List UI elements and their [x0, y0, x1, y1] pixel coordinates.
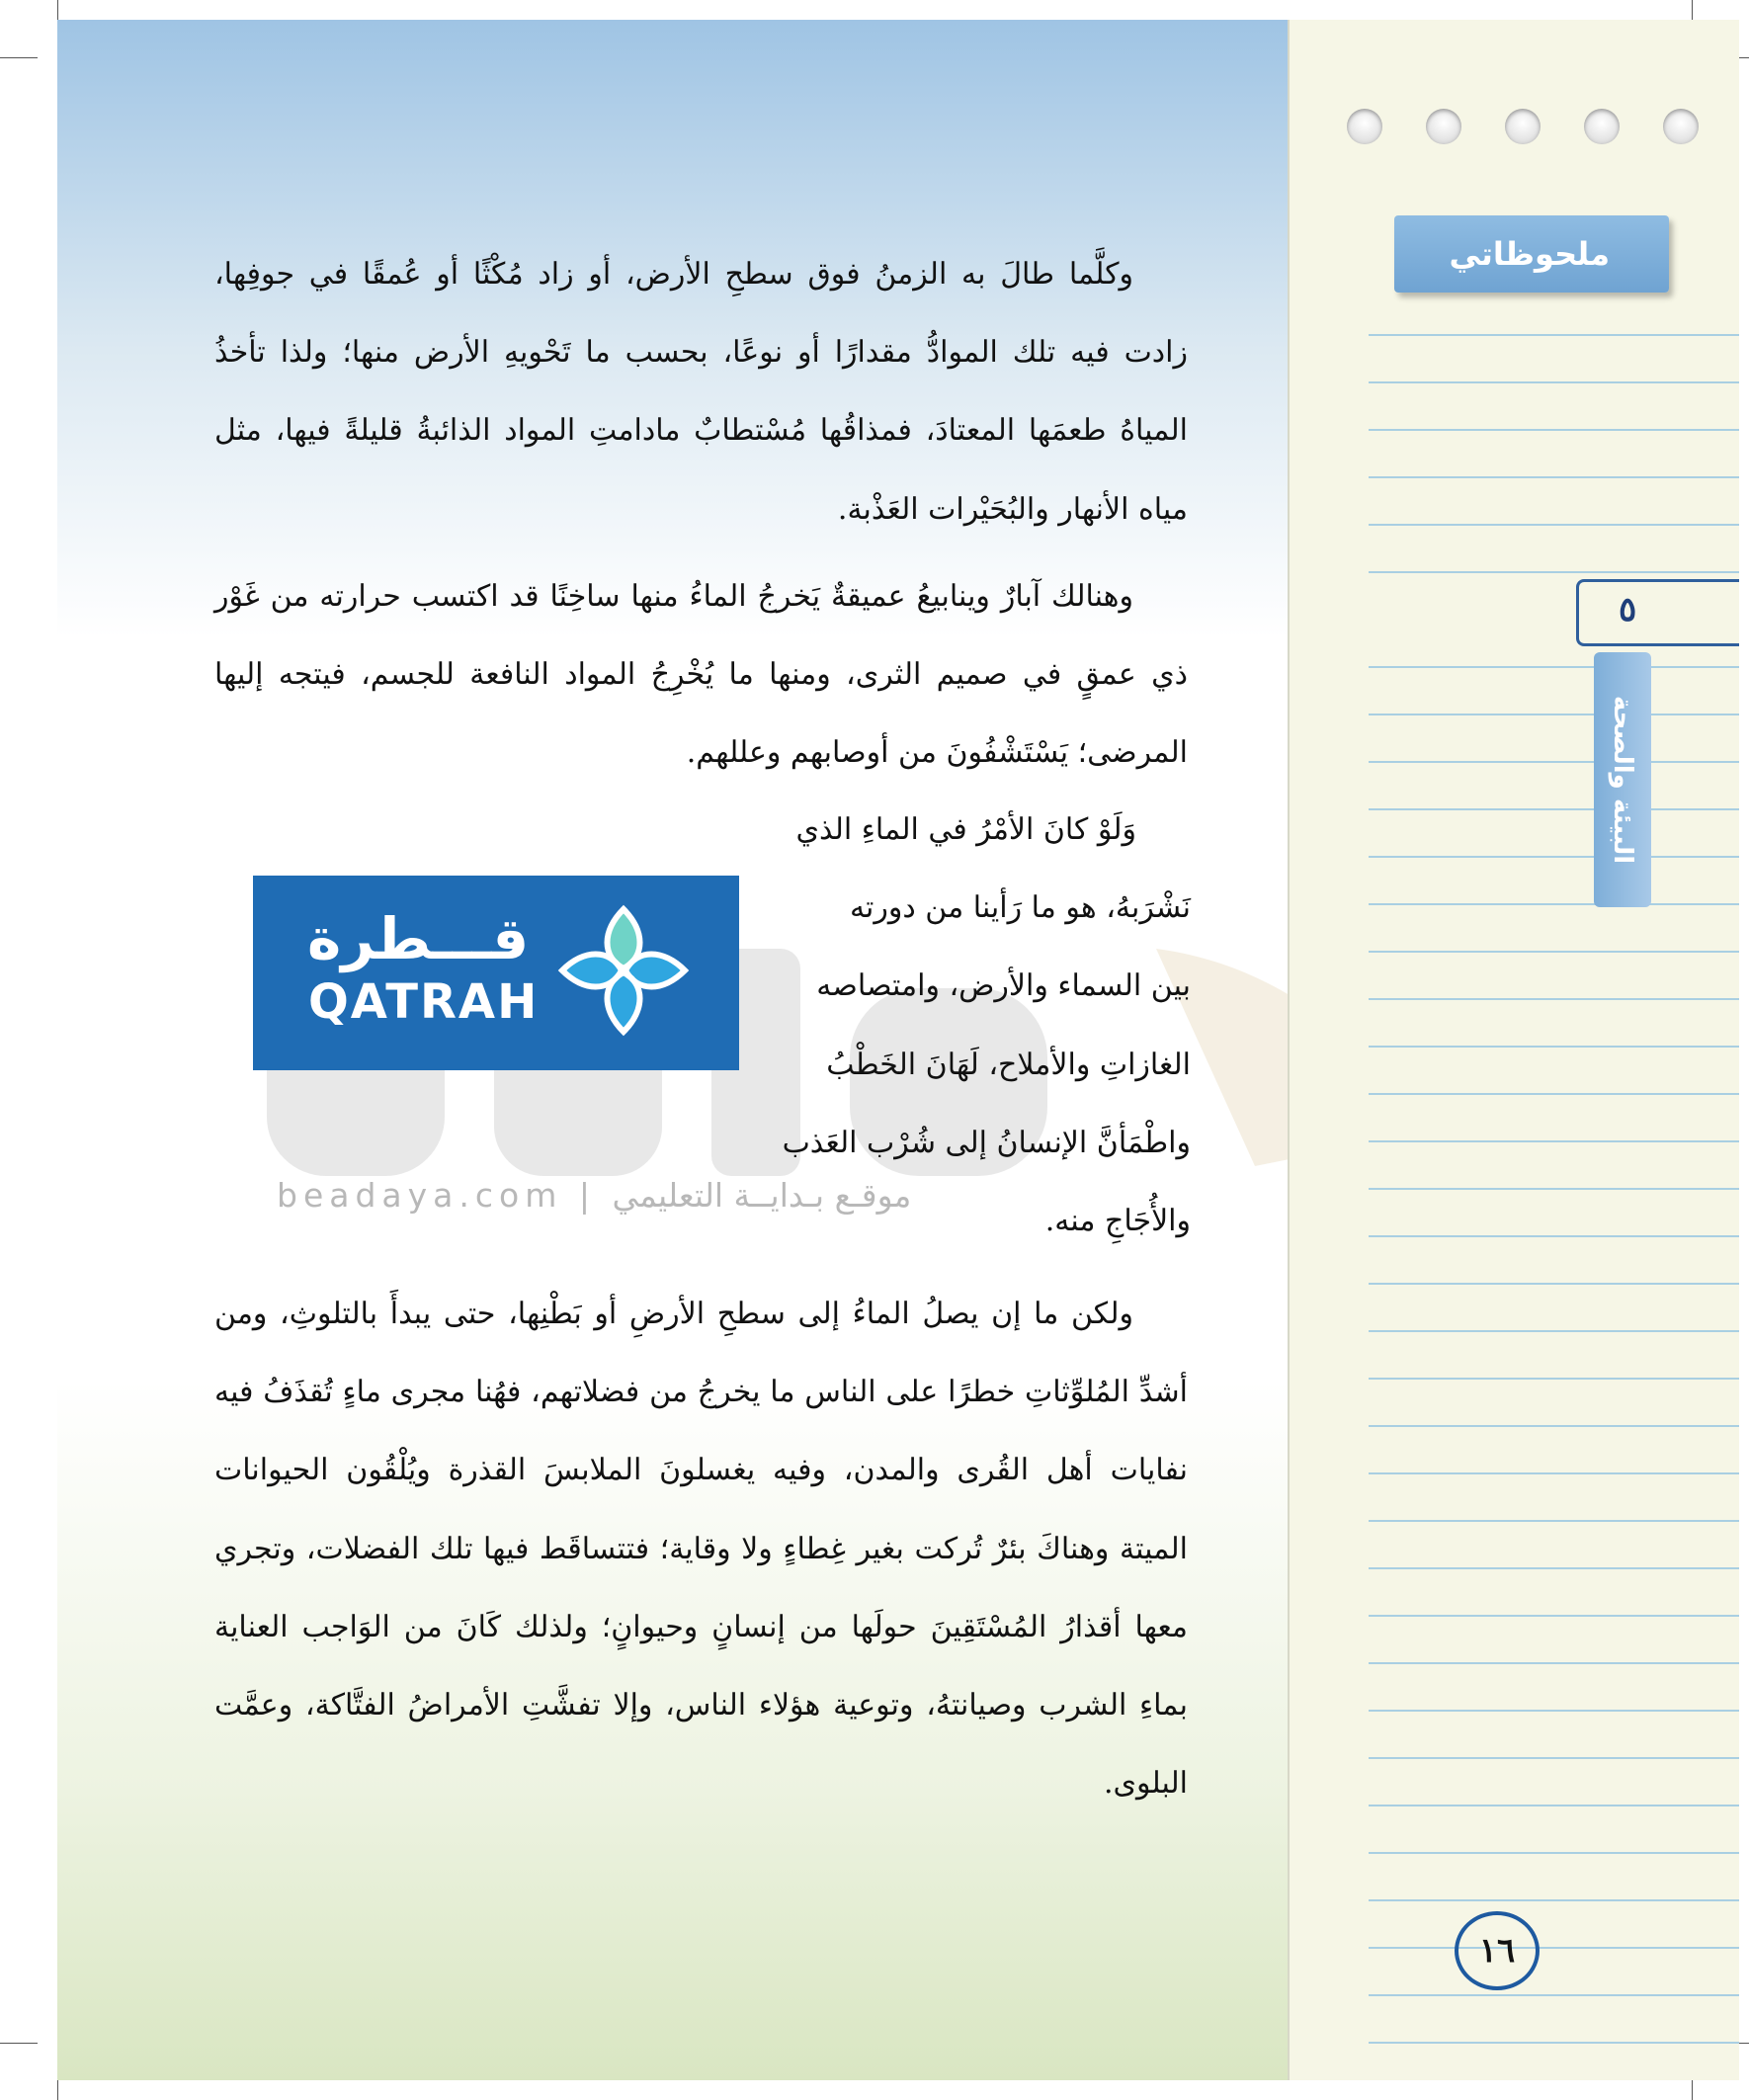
ruled-line	[1369, 808, 1739, 810]
watermark-text: beadaya.com | موقـع بـدايــة التعليمي	[277, 1176, 912, 1215]
notes-label-tab	[1394, 215, 1669, 293]
crop-mark	[0, 2043, 38, 2044]
ruled-line	[1369, 1615, 1739, 1617]
unit-number-box	[1576, 579, 1739, 646]
ruled-line	[1369, 1567, 1739, 1569]
ruled-line	[1369, 1188, 1739, 1190]
ruled-line	[1369, 951, 1739, 953]
unit-number: ٥	[1619, 590, 1637, 630]
logo-arabic: قـــطرة	[307, 905, 530, 972]
notes-label: ملحوظاتي	[1449, 235, 1610, 273]
ruled-line	[1369, 666, 1739, 668]
ruled-line	[1369, 1757, 1739, 1759]
page-number: ١٦	[1455, 1911, 1540, 1990]
unit-title: البيئة والصحة	[1608, 695, 1637, 865]
ruled-line	[1369, 571, 1739, 573]
binder-hole-icon	[1347, 109, 1382, 144]
ruled-line	[1369, 1330, 1739, 1332]
ruled-line	[1369, 1994, 1739, 1996]
narrow-line: واطْمَأنَّ الإنسانُ إلى شُرْب العَذب	[782, 1125, 1191, 1160]
narrow-line: الغازاتِ والأملاح، لَهَانَ الخَطْبُ	[826, 1047, 1191, 1082]
ruled-line	[1369, 1710, 1739, 1712]
binder-hole-icon	[1584, 109, 1620, 144]
narrow-line: بين السماء والأرض، وامتصاصه	[816, 968, 1191, 1004]
ruled-line	[1369, 1472, 1739, 1474]
narrow-column	[776, 791, 1191, 1260]
ruled-line	[1369, 476, 1739, 478]
narrow-line: نَشْرَبهُ، هو ما رَأينا من دورته	[849, 890, 1191, 926]
ruled-line	[1369, 1899, 1739, 1901]
binder-hole-icon	[1663, 109, 1699, 144]
ruled-line	[1369, 856, 1739, 858]
ruled-line	[1369, 1852, 1739, 1854]
crop-mark	[0, 57, 38, 58]
ruled-line	[1369, 761, 1739, 763]
narrow-line: والأُجَاجِ منه.	[1044, 1204, 1191, 1239]
ruled-line	[1369, 1093, 1739, 1095]
qatrah-logo	[253, 876, 739, 1070]
ruled-line	[1369, 1283, 1739, 1285]
ruled-line	[1369, 334, 1739, 336]
paragraph-1: وكلَّما طالَ به الزمنُ فوق سطحِ الأرض، أو زاد مُكْثًا أو عُمقًا في جوفِها، زادت فيه تلك الموادُّ مقدارًا أو نوعًا، بحسب ما تَحْويهِ الأرض منها؛ ولذا تأخذُ المياهُ طعمَها المعتادَ، فمذاقُها مُسْتطابٌ مادامتِ المواد الذائبةُ قليلةً فيها، مثل مياه الأنهار والبُحَيْرات العَذْبة.	[214, 257, 1188, 527]
ruled-line	[1369, 1140, 1739, 1142]
droplet-flower-icon	[554, 901, 693, 1040]
paragraph-2: وهنالك آبارٌ وينابيعُ عميقةٌ يَخرجُ الماءُ منها ساخِنًا قد اكتسب حرارته من غَوْر ذي عمقٍ في صميم الثرى، ومنها ما يُخْرِجُ المواد النافعة للجسم، فيتجه إليها المرضى؛ يَسْتَشْفُونَ من أوصابهم وعللهم.	[214, 579, 1188, 771]
ruled-line	[1369, 1947, 1739, 1949]
ruled-line	[1369, 903, 1739, 905]
ruled-line	[1369, 1425, 1739, 1427]
ruled-line	[1369, 1046, 1739, 1048]
notes-notebook	[1288, 20, 1739, 2080]
ruled-line	[1369, 429, 1739, 431]
ruled-line	[1369, 524, 1739, 526]
ruled-line	[1369, 2042, 1739, 2044]
binder-hole-icon	[1505, 109, 1541, 144]
ruled-line	[1369, 714, 1739, 715]
unit-title-tab	[1594, 652, 1651, 907]
binder-hole-icon	[1426, 109, 1461, 144]
ruled-line	[1369, 998, 1739, 1000]
paragraph-3: ولكن ما إن يصلُ الماءُ إلى سطحِ الأرضِ أو بَطْنِها، حتى يبدأَ بالتلوثِ، ومن أشدِّ المُلوِّثاتِ خطرًا على الناس ما يخرجُ من فضلاتهم، فهُنا مجرى ماءٍ تُقذَفُ فيه نفايات أهل القُرى والمدن، وفيه يغسلونَ الملابسَ القذرة ويُلْقُون الحيوانات الميتة وهناكَ بئرٌ تُركت بغير غِطاءٍ ولا وقاية؛ فتتساقَط فيها تلك الفضلات، وتجري معها أقذارُ المُسْتَقِينَ حولَها من إنسانٍ وحيوانٍ؛ ولذلك كَانَ من الوَاجب العناية بماءِ الشرب وصيانتهُ، وتوعية هؤلاء الناس، وإلا تفشَّتِ الأمراضُ الفتَّاكة، وعمَّت البلوى.	[214, 1297, 1188, 1802]
ruled-line	[1369, 1378, 1739, 1380]
narrow-line: وَلَوْ كانَ الأمْرُ في الماءِ الذي	[795, 812, 1136, 847]
ruled-line	[1369, 1805, 1739, 1806]
ruled-line	[1369, 1662, 1739, 1664]
ruled-line	[1369, 1520, 1739, 1522]
ruled-line	[1369, 381, 1739, 383]
ruled-line	[1369, 1235, 1739, 1237]
logo-english: QATRAH	[308, 974, 540, 1030]
